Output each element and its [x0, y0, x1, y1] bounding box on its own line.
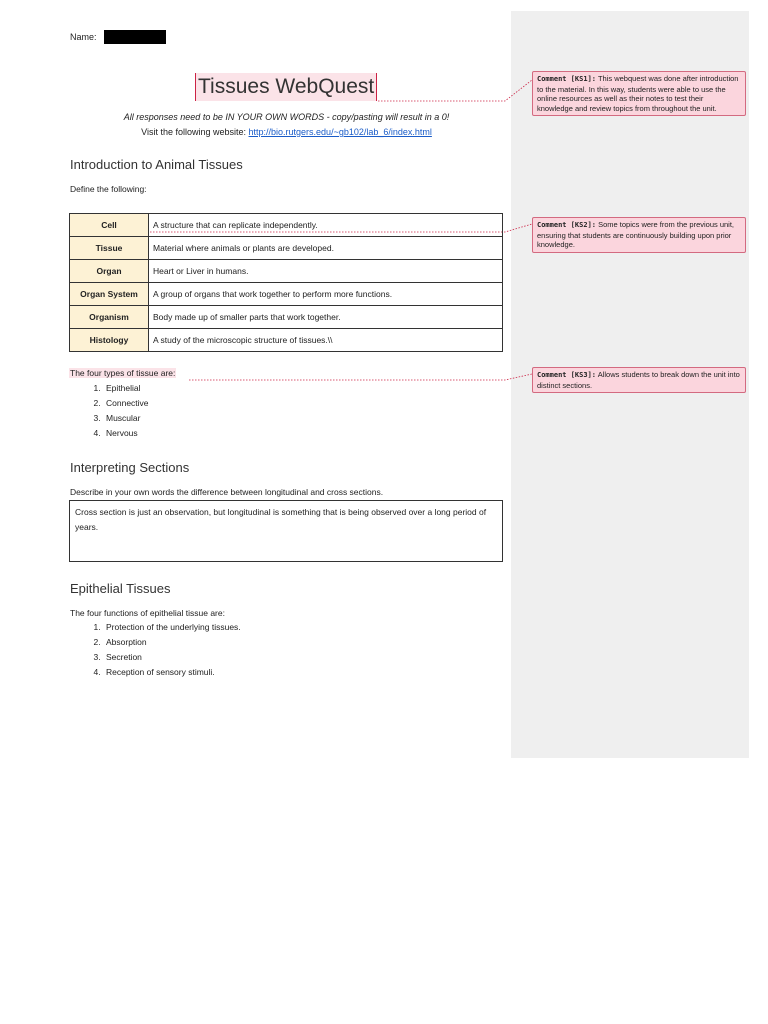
- term-cell: Tissue: [70, 237, 149, 260]
- visit-label: Visit the following website:: [141, 127, 246, 137]
- comment-text: Some topics were from the previous unit, ensuring that students are continuously building upon prior knowledge.: [537, 220, 735, 249]
- functions-prompt: The four functions of epithelial tissue are:: [70, 608, 225, 618]
- list-item: 1. Epithelial: [103, 381, 149, 396]
- tissue-types-intro: The four types of tissue are:: [70, 368, 176, 378]
- sections-prompt: Describe in your own words the difference between longitudinal and cross sections.: [70, 487, 384, 497]
- comment-text: Allows students to break down the unit into distinct sections.: [537, 370, 740, 390]
- section-heading-epithelial: Epithelial Tissues: [70, 581, 171, 596]
- term-cell: Histology: [70, 329, 149, 352]
- term-cell: Organism: [70, 306, 149, 329]
- section-heading-animal-tissues: Introduction to Animal Tissues: [70, 157, 243, 172]
- definition-row: [70, 306, 503, 329]
- list-item: 3. Muscular: [103, 411, 149, 426]
- term-cell: Organ: [70, 260, 149, 283]
- definitions-table: [69, 213, 503, 352]
- definition-cell[interactable]: A structure that can replicate independently.: [149, 214, 503, 237]
- list-item: 3. Secretion: [103, 650, 241, 665]
- name-label: Name:: [70, 32, 97, 42]
- definition-cell[interactable]: Material where animals or plants are developed.: [149, 237, 503, 260]
- comment-ks1[interactable]: [532, 71, 746, 116]
- tissue-types-list: [70, 381, 149, 441]
- define-prompt: Define the following:: [70, 184, 147, 194]
- sections-answer-box[interactable]: Cross section is just an observation, but longitudinal is something that is being observed over a long period of years.: [69, 500, 503, 562]
- page-title: Tissues WebQuest: [195, 73, 377, 101]
- website-link[interactable]: http://bio.rutgers.edu/~gb102/lab_6/index.html: [248, 127, 432, 137]
- list-item: 4. Reception of sensory stimuli.: [103, 665, 241, 680]
- definition-row: [70, 329, 503, 352]
- instructions-warning: All responses need to be IN YOUR OWN WORDS - copy/pasting will result in a 0!: [123, 112, 450, 122]
- comment-ks2[interactable]: [532, 217, 746, 253]
- definition-cell[interactable]: Heart or Liver in humans.: [149, 260, 503, 283]
- definition-row: [70, 260, 503, 283]
- term-cell: Organ System: [70, 283, 149, 306]
- comment-label: Comment [KS1]:: [537, 75, 597, 83]
- comment-text: This webquest was done after introduction to the material. In this way, students were able to use the online resources as well as their notes to test their knowledge and review topics from throughout the unit.: [537, 74, 739, 113]
- term-cell: Cell: [70, 214, 149, 237]
- definition-cell[interactable]: Body made up of smaller parts that work together.: [149, 306, 503, 329]
- definition-row: [70, 237, 503, 260]
- comment-ks3[interactable]: [532, 367, 746, 393]
- name-redaction: [104, 30, 166, 44]
- list-item: 2. Connective: [103, 396, 149, 411]
- definition-cell[interactable]: A group of organs that work together to perform more functions.: [149, 283, 503, 306]
- instructions: [70, 110, 503, 140]
- epithelial-functions-list: [70, 620, 241, 680]
- definition-row: [70, 283, 503, 306]
- list-item: 4. Nervous: [103, 426, 149, 441]
- list-item: 1. Protection of the underlying tissues.: [103, 620, 241, 635]
- comment-label: Comment [KS3]:: [537, 371, 597, 379]
- comment-label: Comment [KS2]:: [537, 221, 597, 229]
- definition-cell[interactable]: A study of the microscopic structure of tissues.\\: [149, 329, 503, 352]
- section-heading-interpreting: Interpreting Sections: [70, 460, 190, 475]
- instructions-visit: [70, 125, 503, 140]
- list-item: 2. Absorption: [103, 635, 241, 650]
- definition-row: [70, 214, 503, 237]
